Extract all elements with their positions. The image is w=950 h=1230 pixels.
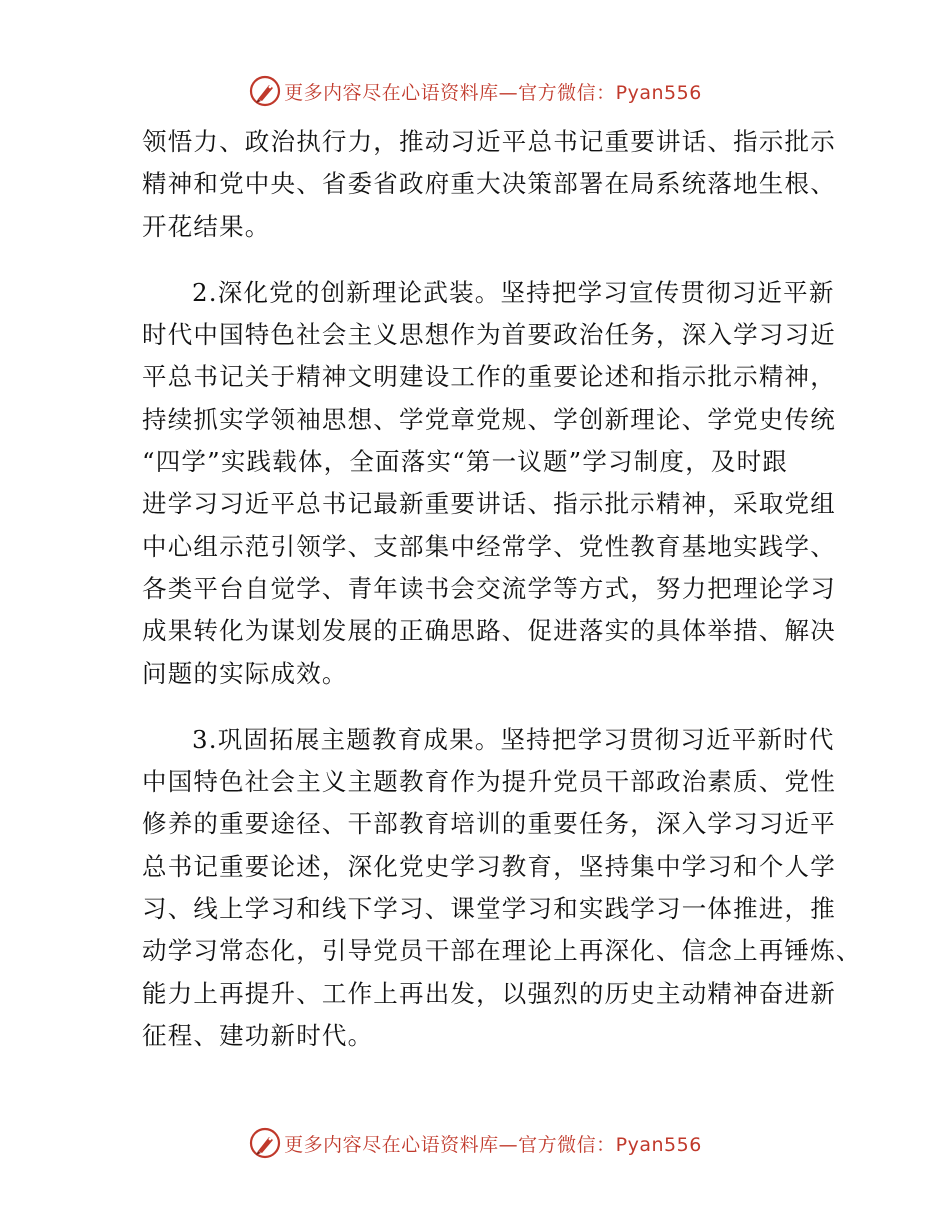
paragraph — [142, 719, 862, 1057]
text-line: 能力上再提升、工作上再出发，以强烈的历史主动精神奋进新 — [142, 978, 836, 1008]
header-watermark — [0, 74, 950, 108]
text-line: 时代中国特色社会主义思想作为首要政治任务，深入学习习近 — [142, 320, 836, 350]
text-line: 总书记重要论述，深化党史学习教育，坚持集中学习和个人学 — [142, 851, 836, 881]
text-line: 持续抓实学领袖思想、学党章党规、学创新理论、学党史传统 — [142, 404, 836, 434]
header-watermark-text: 更多内容尽在心语资料库—官方微信：Pyan556 — [284, 81, 702, 104]
text-line: 开花结果。 — [142, 211, 271, 241]
footer-watermark-text: 更多内容尽在心语资料库—官方微信：Pyan556 — [284, 1133, 702, 1156]
text-line: “四学”实践载体，全面落实“第一议题”学习制度，及时跟 — [142, 447, 788, 477]
text-line: 问题的实际成效。 — [142, 658, 348, 688]
text-line: 2.深化党的创新理论武装。坚持把学习宣传贯彻习近平新 — [192, 277, 835, 307]
text-line: 习、线上学习和线下学习、课堂学习和实践学习一体推进，推 — [142, 894, 836, 924]
pen-nib-logo-icon — [248, 74, 282, 108]
text-line: 进学习习近平总书记最新重要讲话、指示批示精神，采取党组 — [142, 489, 836, 519]
footer-watermark — [0, 1126, 950, 1160]
text-line: 3.巩固拓展主题教育成果。坚持把学习贯彻习近平新时代 — [192, 724, 835, 754]
paragraph — [142, 121, 842, 248]
paragraph — [142, 272, 842, 695]
text-line: 动学习常态化，引导党员干部在理论上再深化、信念上再锤炼、 — [142, 936, 862, 966]
text-line: 各类平台自觉学、青年读书会交流学等方式，努力把理论学习 — [142, 573, 836, 603]
text-line: 平总书记关于精神文明建设工作的重要论述和指示批示精神， — [142, 362, 836, 392]
document-body — [142, 121, 862, 1081]
text-line: 中心组示范引领学、支部集中经常学、党性教育基地实践学、 — [142, 531, 836, 561]
pen-nib-logo-icon — [248, 1126, 282, 1160]
text-line: 精神和党中央、省委省政府重大决策部署在局系统落地生根、 — [142, 169, 836, 199]
text-line: 中国特色社会主义主题教育作为提升党员干部政治素质、党性 — [142, 767, 836, 797]
text-line: 领悟力、政治执行力，推动习近平总书记重要讲话、指示批示 — [142, 127, 836, 156]
text-line: 修养的重要途径、干部教育培训的重要任务，深入学习习近平 — [142, 809, 836, 839]
text-line: 成果转化为谋划发展的正确思路、促进落实的具体举措、解决 — [142, 616, 836, 646]
text-line: 征程、建功新时代。 — [142, 1020, 374, 1050]
